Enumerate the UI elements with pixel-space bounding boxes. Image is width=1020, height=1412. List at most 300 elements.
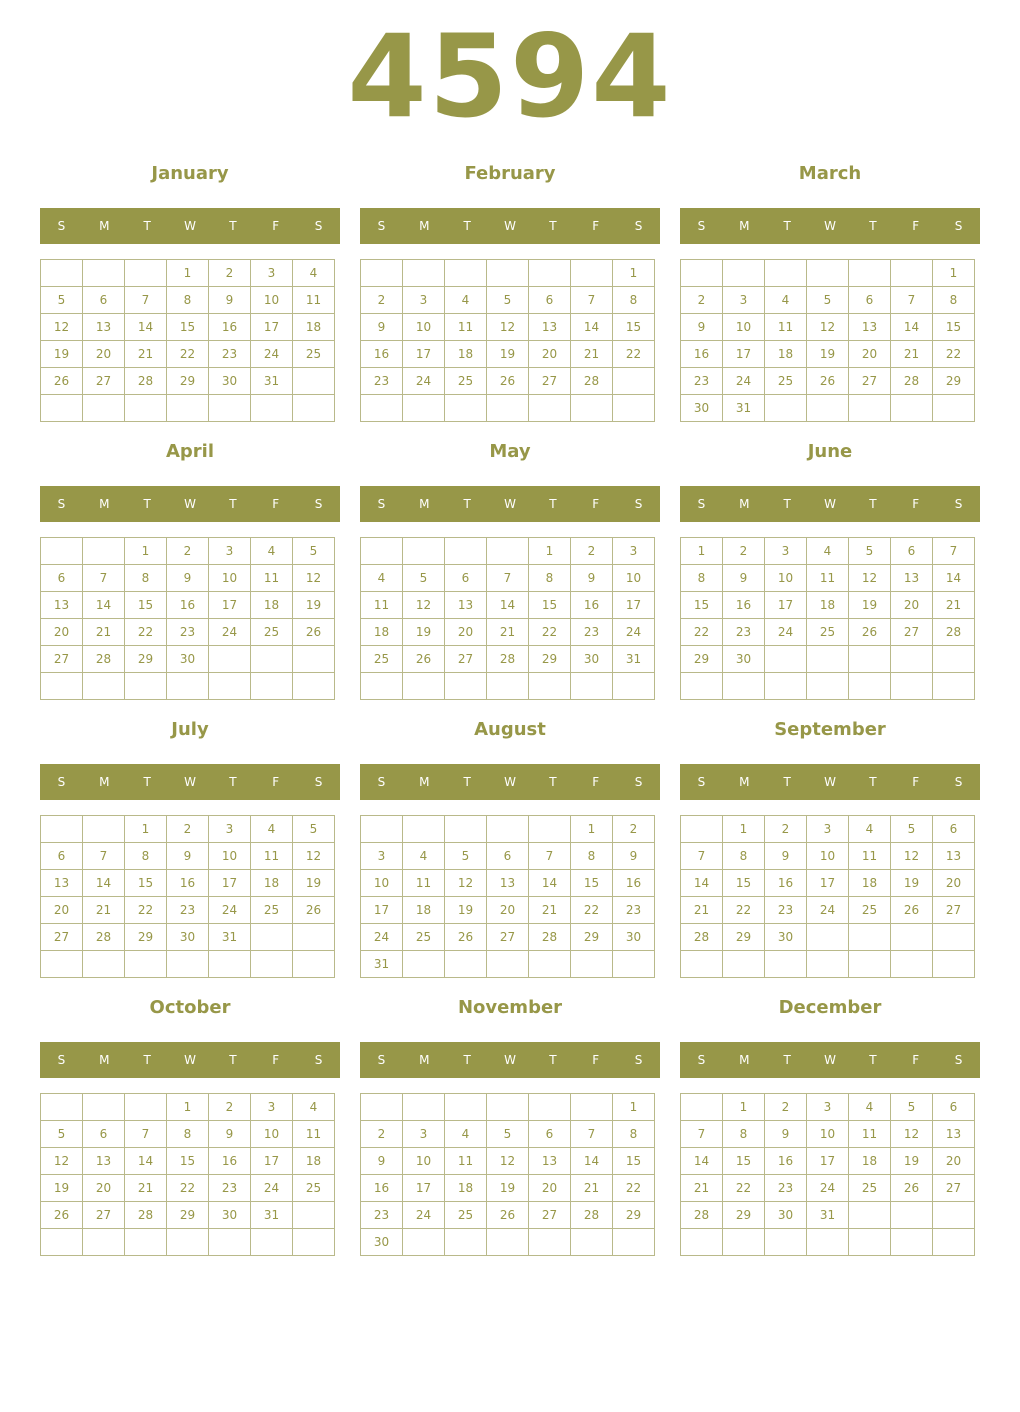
day-cell: 20 (41, 897, 83, 924)
week-row (681, 673, 975, 700)
day-cell (293, 1229, 335, 1256)
day-cell: 8 (723, 843, 765, 870)
day-cell: 21 (83, 897, 125, 924)
day-cell: 14 (83, 592, 125, 619)
day-cell: 18 (807, 592, 849, 619)
week-row (361, 816, 655, 843)
day-cell: 19 (41, 341, 83, 368)
weekday-label: S (634, 497, 643, 511)
day-cell: 17 (403, 1175, 445, 1202)
day-cell: 8 (529, 565, 571, 592)
weekday-label: M (99, 1053, 110, 1067)
day-cell: 6 (83, 1121, 125, 1148)
day-cell: 9 (681, 314, 723, 341)
weekday-label: S (314, 497, 323, 511)
day-cell: 16 (571, 592, 613, 619)
day-cell (933, 1202, 975, 1229)
day-cell: 19 (807, 341, 849, 368)
day-cell: 1 (529, 538, 571, 565)
day-cell: 18 (293, 314, 335, 341)
weekday-header (360, 764, 660, 800)
day-cell: 18 (361, 619, 403, 646)
day-cell (487, 1229, 529, 1256)
day-cell: 6 (487, 843, 529, 870)
day-cell (125, 1094, 167, 1121)
day-cell: 25 (765, 368, 807, 395)
day-cell: 25 (849, 1175, 891, 1202)
day-cell: 13 (529, 1148, 571, 1175)
week-row (41, 592, 335, 619)
weekday-label: M (419, 219, 430, 233)
day-cell (933, 673, 975, 700)
day-cell: 1 (125, 816, 167, 843)
month-title: October (149, 997, 231, 1018)
week-row (681, 816, 975, 843)
day-cell: 20 (83, 341, 125, 368)
weekday-label: S (697, 775, 706, 789)
day-cell (293, 1202, 335, 1229)
weekday-label: S (377, 497, 386, 511)
day-cell: 4 (445, 1121, 487, 1148)
day-cell: 28 (83, 646, 125, 673)
week-row (361, 538, 655, 565)
weekday-label: T (869, 1053, 877, 1067)
day-cell: 26 (41, 1202, 83, 1229)
day-cell: 10 (251, 287, 293, 314)
day-cell: 12 (487, 314, 529, 341)
day-cell (403, 1229, 445, 1256)
weekday-label: F (912, 1053, 920, 1067)
day-cell (445, 673, 487, 700)
day-cell (529, 1229, 571, 1256)
weekday-label: S (634, 219, 643, 233)
day-cell: 8 (933, 287, 975, 314)
day-cell: 31 (723, 395, 765, 422)
day-cell: 4 (403, 843, 445, 870)
day-cell: 18 (293, 1148, 335, 1175)
month-title: August (474, 719, 546, 740)
weekday-label: S (697, 497, 706, 511)
day-cell: 1 (613, 260, 655, 287)
day-cell: 19 (403, 619, 445, 646)
weekday-label: T (463, 1053, 471, 1067)
day-cell: 9 (571, 565, 613, 592)
week-row (361, 1229, 655, 1256)
day-cell: 29 (723, 924, 765, 951)
day-grid (680, 1093, 975, 1256)
day-cell: 10 (613, 565, 655, 592)
year-title: 4594 (347, 10, 673, 143)
day-cell: 5 (849, 538, 891, 565)
day-cell: 15 (723, 1148, 765, 1175)
weekday-label: S (954, 1053, 963, 1067)
week-row (361, 314, 655, 341)
day-cell (125, 673, 167, 700)
day-cell: 18 (849, 870, 891, 897)
day-cell: 17 (807, 1148, 849, 1175)
day-cell: 15 (571, 870, 613, 897)
weekday-label: T (143, 497, 151, 511)
day-cell (529, 951, 571, 978)
day-cell (209, 395, 251, 422)
week-row (361, 341, 655, 368)
day-cell: 13 (891, 565, 933, 592)
week-row (41, 951, 335, 978)
day-cell: 17 (361, 897, 403, 924)
week-row (41, 538, 335, 565)
month-title: July (171, 719, 209, 740)
day-cell: 23 (167, 619, 209, 646)
day-cell (765, 395, 807, 422)
week-row (681, 897, 975, 924)
day-grid (40, 537, 335, 700)
week-row (41, 341, 335, 368)
day-cell: 25 (293, 1175, 335, 1202)
day-cell: 2 (571, 538, 613, 565)
day-cell (125, 260, 167, 287)
day-cell (83, 260, 125, 287)
day-cell: 26 (445, 924, 487, 951)
weekday-header (40, 208, 340, 244)
week-row (41, 395, 335, 422)
day-cell: 20 (445, 619, 487, 646)
day-cell (293, 646, 335, 673)
day-cell: 12 (891, 1121, 933, 1148)
day-cell (403, 1094, 445, 1121)
week-row (681, 1121, 975, 1148)
day-cell: 13 (445, 592, 487, 619)
weekday-label: W (824, 1053, 836, 1067)
day-cell: 29 (167, 1202, 209, 1229)
day-cell: 27 (41, 646, 83, 673)
day-cell (251, 1229, 293, 1256)
day-cell (723, 673, 765, 700)
day-cell: 3 (251, 1094, 293, 1121)
day-cell: 16 (723, 592, 765, 619)
day-cell: 24 (723, 368, 765, 395)
day-grid (40, 815, 335, 978)
weekday-label: W (184, 1053, 196, 1067)
weekday-label: S (954, 775, 963, 789)
day-cell: 31 (807, 1202, 849, 1229)
day-cell: 9 (361, 1148, 403, 1175)
week-row (361, 565, 655, 592)
day-cell: 22 (613, 341, 655, 368)
day-cell: 5 (445, 843, 487, 870)
day-cell: 28 (529, 924, 571, 951)
day-cell: 7 (529, 843, 571, 870)
week-row (681, 395, 975, 422)
day-cell: 14 (125, 1148, 167, 1175)
day-cell (849, 1202, 891, 1229)
day-cell: 1 (571, 816, 613, 843)
day-grid (680, 259, 975, 422)
day-cell: 20 (83, 1175, 125, 1202)
day-cell: 10 (403, 314, 445, 341)
weekday-label: S (954, 219, 963, 233)
day-cell: 19 (41, 1175, 83, 1202)
day-cell: 22 (613, 1175, 655, 1202)
day-cell: 27 (529, 1202, 571, 1229)
week-row (361, 897, 655, 924)
day-cell: 22 (167, 1175, 209, 1202)
day-cell: 6 (933, 1094, 975, 1121)
week-row (41, 1094, 335, 1121)
day-cell: 1 (125, 538, 167, 565)
day-cell: 1 (167, 260, 209, 287)
day-cell: 31 (209, 924, 251, 951)
day-cell: 21 (487, 619, 529, 646)
weekday-label: T (549, 497, 557, 511)
day-cell: 24 (251, 341, 293, 368)
day-cell: 6 (933, 816, 975, 843)
day-cell: 1 (723, 816, 765, 843)
day-cell (293, 673, 335, 700)
week-row (41, 1229, 335, 1256)
day-cell: 11 (849, 1121, 891, 1148)
day-cell: 14 (83, 870, 125, 897)
week-row (681, 287, 975, 314)
day-cell: 19 (487, 1175, 529, 1202)
day-cell: 3 (251, 260, 293, 287)
day-cell: 28 (681, 924, 723, 951)
weekday-label: F (272, 219, 280, 233)
day-cell: 24 (361, 924, 403, 951)
day-cell: 11 (765, 314, 807, 341)
day-cell: 17 (765, 592, 807, 619)
day-cell (209, 673, 251, 700)
day-cell: 12 (293, 843, 335, 870)
day-cell: 13 (933, 1121, 975, 1148)
day-cell: 10 (209, 565, 251, 592)
day-cell (125, 1229, 167, 1256)
day-cell: 16 (167, 592, 209, 619)
day-cell: 27 (445, 646, 487, 673)
day-cell (361, 395, 403, 422)
day-cell (681, 260, 723, 287)
week-row (41, 1202, 335, 1229)
day-cell (849, 673, 891, 700)
day-cell: 30 (765, 1202, 807, 1229)
day-cell (807, 1229, 849, 1256)
week-row (41, 897, 335, 924)
day-cell: 17 (723, 341, 765, 368)
day-cell: 9 (167, 843, 209, 870)
weekday-header (40, 1042, 340, 1078)
week-row (681, 314, 975, 341)
day-cell: 13 (83, 1148, 125, 1175)
day-cell: 24 (807, 897, 849, 924)
day-cell: 30 (613, 924, 655, 951)
day-cell: 7 (933, 538, 975, 565)
day-cell: 16 (765, 1148, 807, 1175)
month-title: May (489, 441, 531, 462)
weekday-label: F (912, 497, 920, 511)
day-cell: 3 (807, 816, 849, 843)
day-cell: 8 (167, 287, 209, 314)
day-cell (681, 1229, 723, 1256)
day-cell: 14 (681, 1148, 723, 1175)
day-cell: 28 (933, 619, 975, 646)
day-cell (487, 1094, 529, 1121)
day-cell: 28 (571, 1202, 613, 1229)
day-cell: 27 (487, 924, 529, 951)
week-row (361, 924, 655, 951)
day-cell: 12 (445, 870, 487, 897)
day-cell: 6 (529, 1121, 571, 1148)
day-cell: 5 (41, 287, 83, 314)
week-row (41, 368, 335, 395)
weekday-label: S (377, 219, 386, 233)
day-grid (40, 1093, 335, 1256)
week-row (41, 843, 335, 870)
day-cell: 28 (83, 924, 125, 951)
day-cell: 4 (293, 1094, 335, 1121)
weekday-label: M (419, 497, 430, 511)
day-cell (209, 951, 251, 978)
day-cell: 28 (125, 1202, 167, 1229)
day-cell: 11 (445, 314, 487, 341)
day-cell (681, 816, 723, 843)
weekday-header (360, 486, 660, 522)
day-cell: 20 (891, 592, 933, 619)
day-cell: 23 (613, 897, 655, 924)
day-cell (891, 673, 933, 700)
day-cell: 11 (251, 565, 293, 592)
day-cell (681, 951, 723, 978)
weekday-header (360, 208, 660, 244)
day-cell (487, 260, 529, 287)
day-cell: 11 (445, 1148, 487, 1175)
day-cell (613, 673, 655, 700)
day-cell: 23 (765, 1175, 807, 1202)
weekday-label: W (184, 497, 196, 511)
day-cell: 16 (209, 314, 251, 341)
week-row (361, 1148, 655, 1175)
day-cell (403, 816, 445, 843)
month-title: February (464, 163, 556, 184)
day-cell (613, 395, 655, 422)
day-cell: 21 (125, 1175, 167, 1202)
day-cell: 5 (293, 538, 335, 565)
weekday-label: T (143, 1053, 151, 1067)
day-cell: 25 (445, 1202, 487, 1229)
week-row (681, 646, 975, 673)
day-cell: 11 (807, 565, 849, 592)
day-cell: 2 (361, 287, 403, 314)
day-cell (403, 395, 445, 422)
day-cell: 27 (933, 1175, 975, 1202)
day-cell: 27 (849, 368, 891, 395)
weekday-header (680, 1042, 980, 1078)
day-cell: 27 (933, 897, 975, 924)
day-cell: 4 (849, 1094, 891, 1121)
week-row (361, 1094, 655, 1121)
day-cell (613, 368, 655, 395)
day-grid (360, 259, 655, 422)
day-cell: 23 (361, 368, 403, 395)
day-cell: 29 (125, 924, 167, 951)
day-cell: 12 (849, 565, 891, 592)
day-cell (41, 951, 83, 978)
week-row (681, 1202, 975, 1229)
weekday-label: M (739, 775, 750, 789)
weekday-label: T (869, 497, 877, 511)
day-cell: 10 (251, 1121, 293, 1148)
day-cell (251, 673, 293, 700)
day-cell: 13 (933, 843, 975, 870)
day-cell: 20 (933, 870, 975, 897)
weekday-label: T (783, 497, 791, 511)
day-cell: 8 (613, 287, 655, 314)
weekday-label: S (377, 775, 386, 789)
day-cell: 19 (891, 1148, 933, 1175)
weekday-label: T (869, 775, 877, 789)
day-cell: 25 (403, 924, 445, 951)
day-cell (487, 816, 529, 843)
day-cell: 8 (681, 565, 723, 592)
day-cell: 2 (167, 816, 209, 843)
day-cell: 25 (251, 897, 293, 924)
day-cell: 4 (251, 816, 293, 843)
week-row (681, 1175, 975, 1202)
weekday-label: W (184, 775, 196, 789)
weekday-label: T (229, 497, 237, 511)
day-cell: 16 (681, 341, 723, 368)
day-cell: 6 (849, 287, 891, 314)
week-row (681, 538, 975, 565)
day-cell: 13 (529, 314, 571, 341)
day-cell (807, 395, 849, 422)
day-cell (891, 951, 933, 978)
day-cell: 2 (361, 1121, 403, 1148)
day-cell: 28 (571, 368, 613, 395)
weekday-label: W (504, 219, 516, 233)
day-cell (83, 1229, 125, 1256)
day-cell: 15 (125, 870, 167, 897)
day-cell: 22 (125, 619, 167, 646)
day-cell (613, 1229, 655, 1256)
day-cell: 2 (723, 538, 765, 565)
weekday-label: S (57, 219, 66, 233)
day-cell (613, 951, 655, 978)
day-cell (891, 1229, 933, 1256)
day-cell: 7 (487, 565, 529, 592)
day-cell (487, 538, 529, 565)
day-cell: 3 (723, 287, 765, 314)
day-cell: 17 (251, 1148, 293, 1175)
day-cell (361, 1094, 403, 1121)
day-cell: 4 (849, 816, 891, 843)
day-cell (41, 1229, 83, 1256)
day-cell (41, 673, 83, 700)
day-cell (681, 1094, 723, 1121)
day-cell (849, 260, 891, 287)
day-cell: 12 (891, 843, 933, 870)
day-cell (849, 1229, 891, 1256)
day-cell: 31 (613, 646, 655, 673)
weekday-label: S (57, 1053, 66, 1067)
week-row (681, 565, 975, 592)
day-cell: 17 (209, 870, 251, 897)
day-cell: 24 (209, 619, 251, 646)
week-row (361, 951, 655, 978)
day-cell: 7 (125, 1121, 167, 1148)
day-cell (723, 951, 765, 978)
day-cell: 1 (167, 1094, 209, 1121)
day-cell: 25 (251, 619, 293, 646)
day-cell: 11 (361, 592, 403, 619)
